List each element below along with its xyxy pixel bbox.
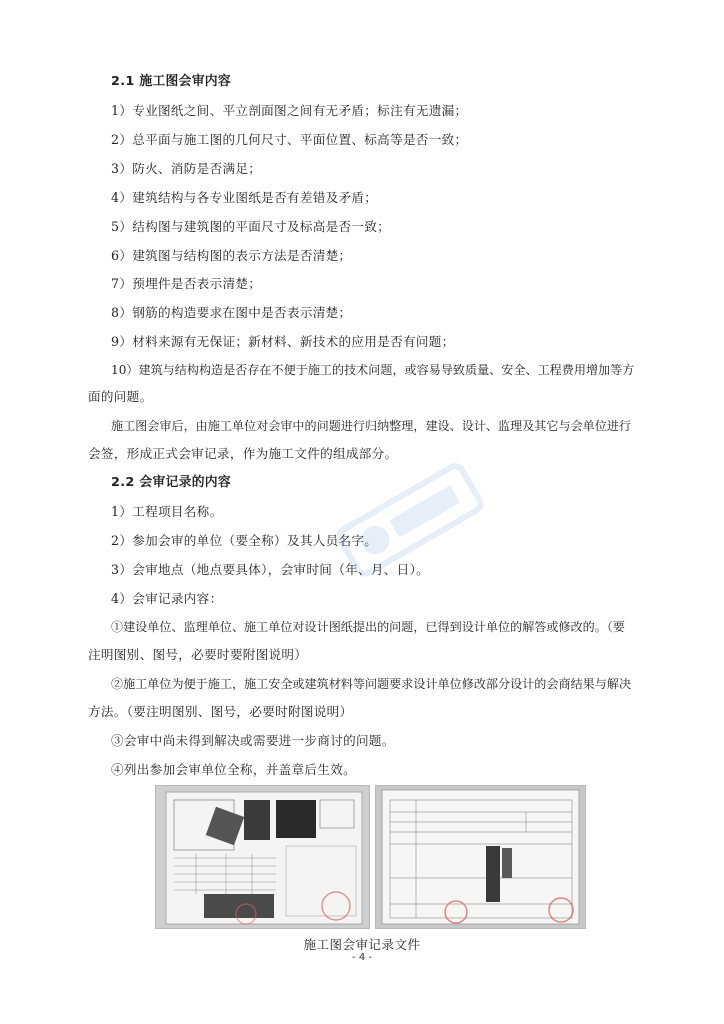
list-item: 6）建筑图与结构图的表示方法是否清楚； (111, 248, 352, 263)
drawing-review-photo-left (155, 785, 370, 929)
review-record-photo-right (375, 785, 586, 929)
list-item-continuation: 面的问题。 (88, 389, 153, 404)
sub-item: ③会审中尚未得到解决或需要进一步商讨的问题。 (111, 733, 395, 748)
section-heading-2-1: 2.1 施工图会审内容 (111, 74, 232, 89)
paragraph-line: 施工图会审后，由施工单位对会审中的问题进行归纳整理，建设、设计、监理及其它与会单位进行 (111, 419, 632, 433)
list-item: 4）会审记录内容： (111, 591, 223, 606)
list-item: 3）防火、消防是否满足； (111, 161, 262, 176)
list-item: 10）建筑与结构构造是否存在不便于施工的技术问题，或容易导致质量、安全、工程费用增加等方 (111, 363, 635, 377)
list-item: 8）钢筋的构造要求在图中是否表示清楚； (111, 305, 352, 320)
list-item: 4）建筑结构与各专业图纸是否有差错及矛盾； (111, 190, 378, 205)
list-item: 5）结构图与建筑图的平面尺寸及标高是否一致； (111, 219, 391, 234)
page-number: - 4 - (352, 952, 372, 963)
list-item: 1）工程项目名称。 (111, 504, 223, 519)
sub-item: ②施工单位为便于施工，施工安全或建筑材料等问题要求设计单位修改部分设计的会商结果与解决 (111, 677, 632, 691)
list-item: 9）材料来源有无保证；新材料、新技术的应用是否有问题； (111, 334, 455, 349)
sub-item: ④列出参加会审单位全称，并盖章后生效。 (111, 762, 356, 777)
paragraph-line: 会签，形成正式会审记录，作为施工文件的组成部分。 (88, 446, 398, 461)
section-heading-2-2: 2.2 会审记录的内容 (111, 475, 232, 490)
drawing-sheet-image (156, 786, 369, 928)
list-item: 2）参加会审的单位（要全称）及其人员名字。 (111, 533, 378, 548)
list-item: 2）总平面与施工图的几何尺寸、平面位置、标高等是否一致； (111, 132, 468, 147)
list-item: 7）预埋件是否表示清楚； (111, 276, 262, 291)
sub-item-continuation: 注明图别、图号，必要时要附图说明） (88, 647, 308, 662)
sub-item-continuation: 方法。（要注明图别、图号，必要时附图说明） (88, 704, 353, 719)
list-item: 3）会审地点（地点要具体），会审时间（年、月、日）。 (111, 562, 430, 577)
sub-item: ①建设单位、监理单位、施工单位对设计图纸提出的问题，已得到设计单位的解答或修改的。（要 (111, 620, 625, 634)
record-form-image (376, 786, 585, 928)
list-item: 1）专业图纸之间、平立剖面图之间有无矛盾；标注有无遗漏； (111, 103, 468, 118)
figure-caption: 施工图会审记录文件 (303, 937, 421, 952)
